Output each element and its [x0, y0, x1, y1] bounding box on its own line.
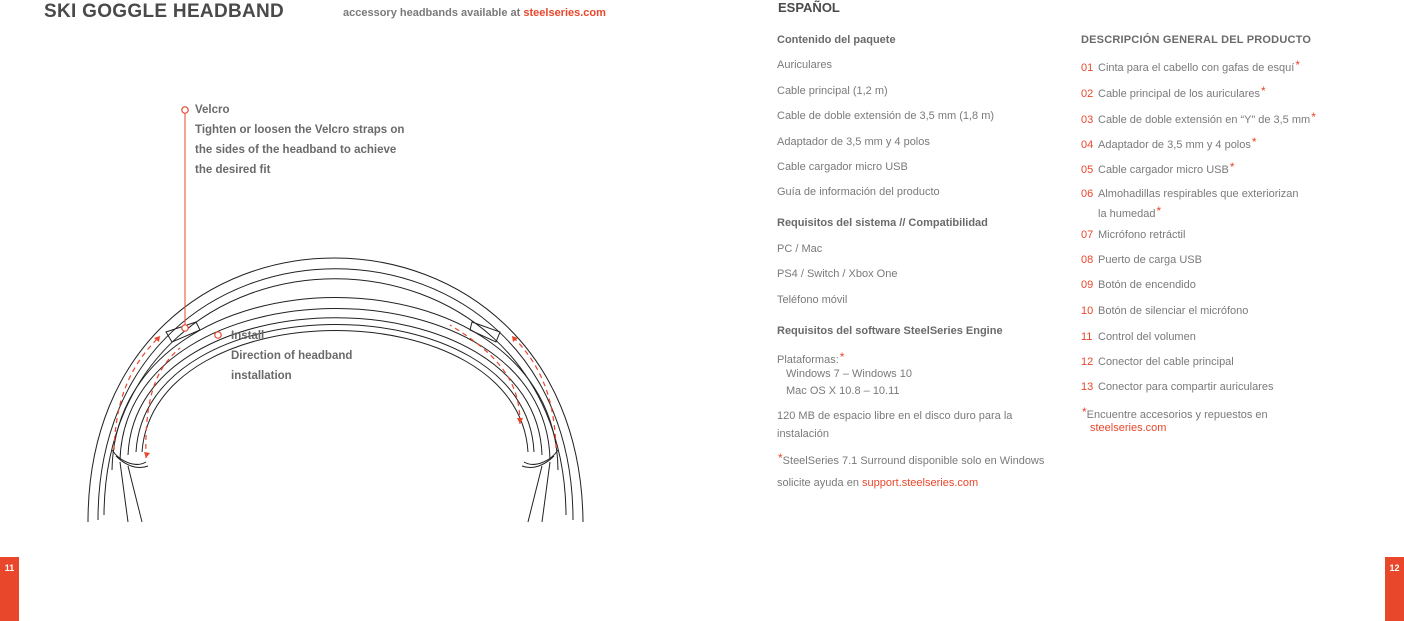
overview-item — [1081, 279, 1196, 291]
item-number: 07 — [1081, 229, 1094, 241]
overview-item — [1081, 186, 1299, 223]
item-number: 06 — [1081, 188, 1094, 200]
asterisk-icon: * — [839, 350, 845, 364]
callout-dot-icon — [215, 332, 221, 338]
velcro-desc-line: the sides of the headband to achieve — [195, 144, 397, 156]
overview-item — [1081, 135, 1257, 151]
item-number: 08 — [1081, 254, 1094, 266]
item-number: 01 — [1081, 62, 1094, 74]
install-label: Install — [231, 330, 265, 342]
package-heading: Contenido del paquete — [777, 34, 896, 46]
item-text: Adaptador de 3,5 mm y 4 polos — [1098, 139, 1251, 151]
software-heading: Requisitos del software SteelSeries Engine — [777, 325, 1003, 337]
item-number: 09 — [1081, 279, 1094, 291]
disk-requirement: instalación — [777, 428, 829, 440]
page-number-left: 11 — [0, 557, 19, 621]
accessory-link[interactable]: steelseries.com — [523, 7, 606, 19]
item-text: Cinta para el cabello con gafas de esquí — [1098, 62, 1295, 74]
callout-dot-icon — [182, 107, 188, 113]
item-text: Cable de doble extensión en “Y” de 3,5 mm — [1098, 114, 1311, 126]
disk-requirement: 120 MB de espacio libre en el disco duro para la — [777, 410, 1013, 422]
item-text-continued: la humedad — [1098, 208, 1156, 220]
overview-item — [1081, 160, 1235, 176]
list-item: Guía de información del producto — [777, 186, 940, 198]
item-number: 13 — [1081, 381, 1094, 393]
list-item: Cable principal (1,2 m) — [777, 85, 888, 97]
item-text: Conector para compartir auriculares — [1098, 381, 1274, 393]
surround-note — [777, 451, 1044, 467]
item-number: 12 — [1081, 356, 1094, 368]
asterisk-icon: * — [1082, 405, 1087, 419]
item-number: 11 — [1081, 331, 1093, 343]
specs-column — [777, 0, 1067, 500]
overview-item — [1081, 84, 1266, 100]
item-text: Control del volumen — [1098, 331, 1196, 343]
support-text: solicite ayuda en — [777, 477, 862, 489]
overview-item — [1081, 305, 1248, 317]
velcro-leader-line — [178, 104, 192, 336]
item-text: Almohadillas respirables que exteriorizan — [1098, 188, 1299, 200]
list-item: Teléfono móvil — [777, 294, 848, 306]
item-number: 04 — [1081, 139, 1094, 151]
asterisk-icon: * — [1311, 110, 1316, 124]
asterisk-icon: * — [1261, 84, 1266, 98]
asterisk-icon: * — [1156, 204, 1162, 218]
overview-item — [1081, 381, 1273, 393]
item-number: 10 — [1081, 305, 1094, 317]
velcro-callout — [195, 100, 404, 180]
velcro-desc-line: Tighten or loosen the Velcro straps on — [195, 124, 405, 136]
item-text: Cable principal de los auriculares — [1098, 88, 1261, 100]
velcro-label: Velcro — [195, 104, 230, 116]
footnote — [1081, 405, 1268, 421]
asterisk-icon: * — [778, 451, 783, 465]
asterisk-icon: * — [1229, 160, 1235, 174]
item-text: Cable cargador micro USB — [1098, 164, 1229, 176]
support-line — [777, 477, 978, 489]
overview-item — [1081, 254, 1202, 266]
overview-item — [1081, 331, 1196, 343]
footnote-link[interactable]: steelseries.com — [1090, 422, 1167, 434]
platforms-label-text: Plataformas: — [777, 354, 839, 366]
surround-note-text: SteelSeries 7.1 Surround disponible solo en Windows — [782, 455, 1045, 467]
language-heading: ESPAÑOL — [778, 0, 840, 15]
system-heading: Requisitos del sistema // Compatibilidad — [777, 217, 988, 229]
overview-item — [1081, 110, 1316, 126]
item-text: Puerto de carga USB — [1098, 254, 1202, 266]
install-desc-line: installation — [231, 370, 292, 382]
accessory-note-text: accessory headbands available at — [343, 7, 524, 19]
list-item: Auriculares — [777, 59, 833, 71]
item-text: Botón de silenciar el micrófono — [1098, 305, 1249, 317]
item-text: Micrófono retráctil — [1098, 229, 1186, 241]
list-item: Cable cargador micro USB — [777, 161, 908, 173]
list-item: PS4 / Switch / Xbox One — [777, 268, 898, 280]
overview-item — [1081, 58, 1300, 74]
page-title: SKI GOGGLE HEADBAND — [44, 1, 285, 22]
item-text: Botón de encendido — [1098, 279, 1196, 291]
velcro-desc-line: the desired fit — [195, 164, 271, 176]
support-link[interactable]: support.steelseries.com — [862, 477, 979, 489]
install-callout — [231, 326, 352, 386]
list-item: Windows 7 – Windows 10 — [786, 368, 912, 380]
list-item: PC / Mac — [777, 243, 823, 255]
asterisk-icon: * — [1295, 58, 1300, 72]
platforms-label — [777, 350, 844, 366]
overview-item — [1081, 229, 1185, 241]
page-number-right: 12 — [1385, 557, 1404, 621]
list-item: Cable de doble extensión de 3,5 mm (1,8 m) — [777, 110, 995, 122]
item-number: 05 — [1081, 164, 1094, 176]
install-dot — [212, 329, 224, 341]
install-desc-line: Direction of headband — [231, 350, 353, 362]
overview-column — [1081, 0, 1381, 450]
item-number: 02 — [1081, 88, 1094, 100]
asterisk-icon: * — [1251, 135, 1257, 149]
item-text: Conector del cable principal — [1098, 356, 1234, 368]
overview-item — [1081, 356, 1234, 368]
accessory-note — [343, 7, 606, 19]
footnote-text: Encuentre accesorios y repuestos en — [1086, 409, 1268, 421]
list-item: Mac OS X 10.8 – 10.11 — [786, 385, 900, 397]
item-number: 03 — [1081, 114, 1094, 126]
overview-heading: DESCRIPCIÓN GENERAL DEL PRODUCTO — [1081, 34, 1312, 46]
list-item: Adaptador de 3,5 mm y 4 polos — [777, 136, 930, 148]
